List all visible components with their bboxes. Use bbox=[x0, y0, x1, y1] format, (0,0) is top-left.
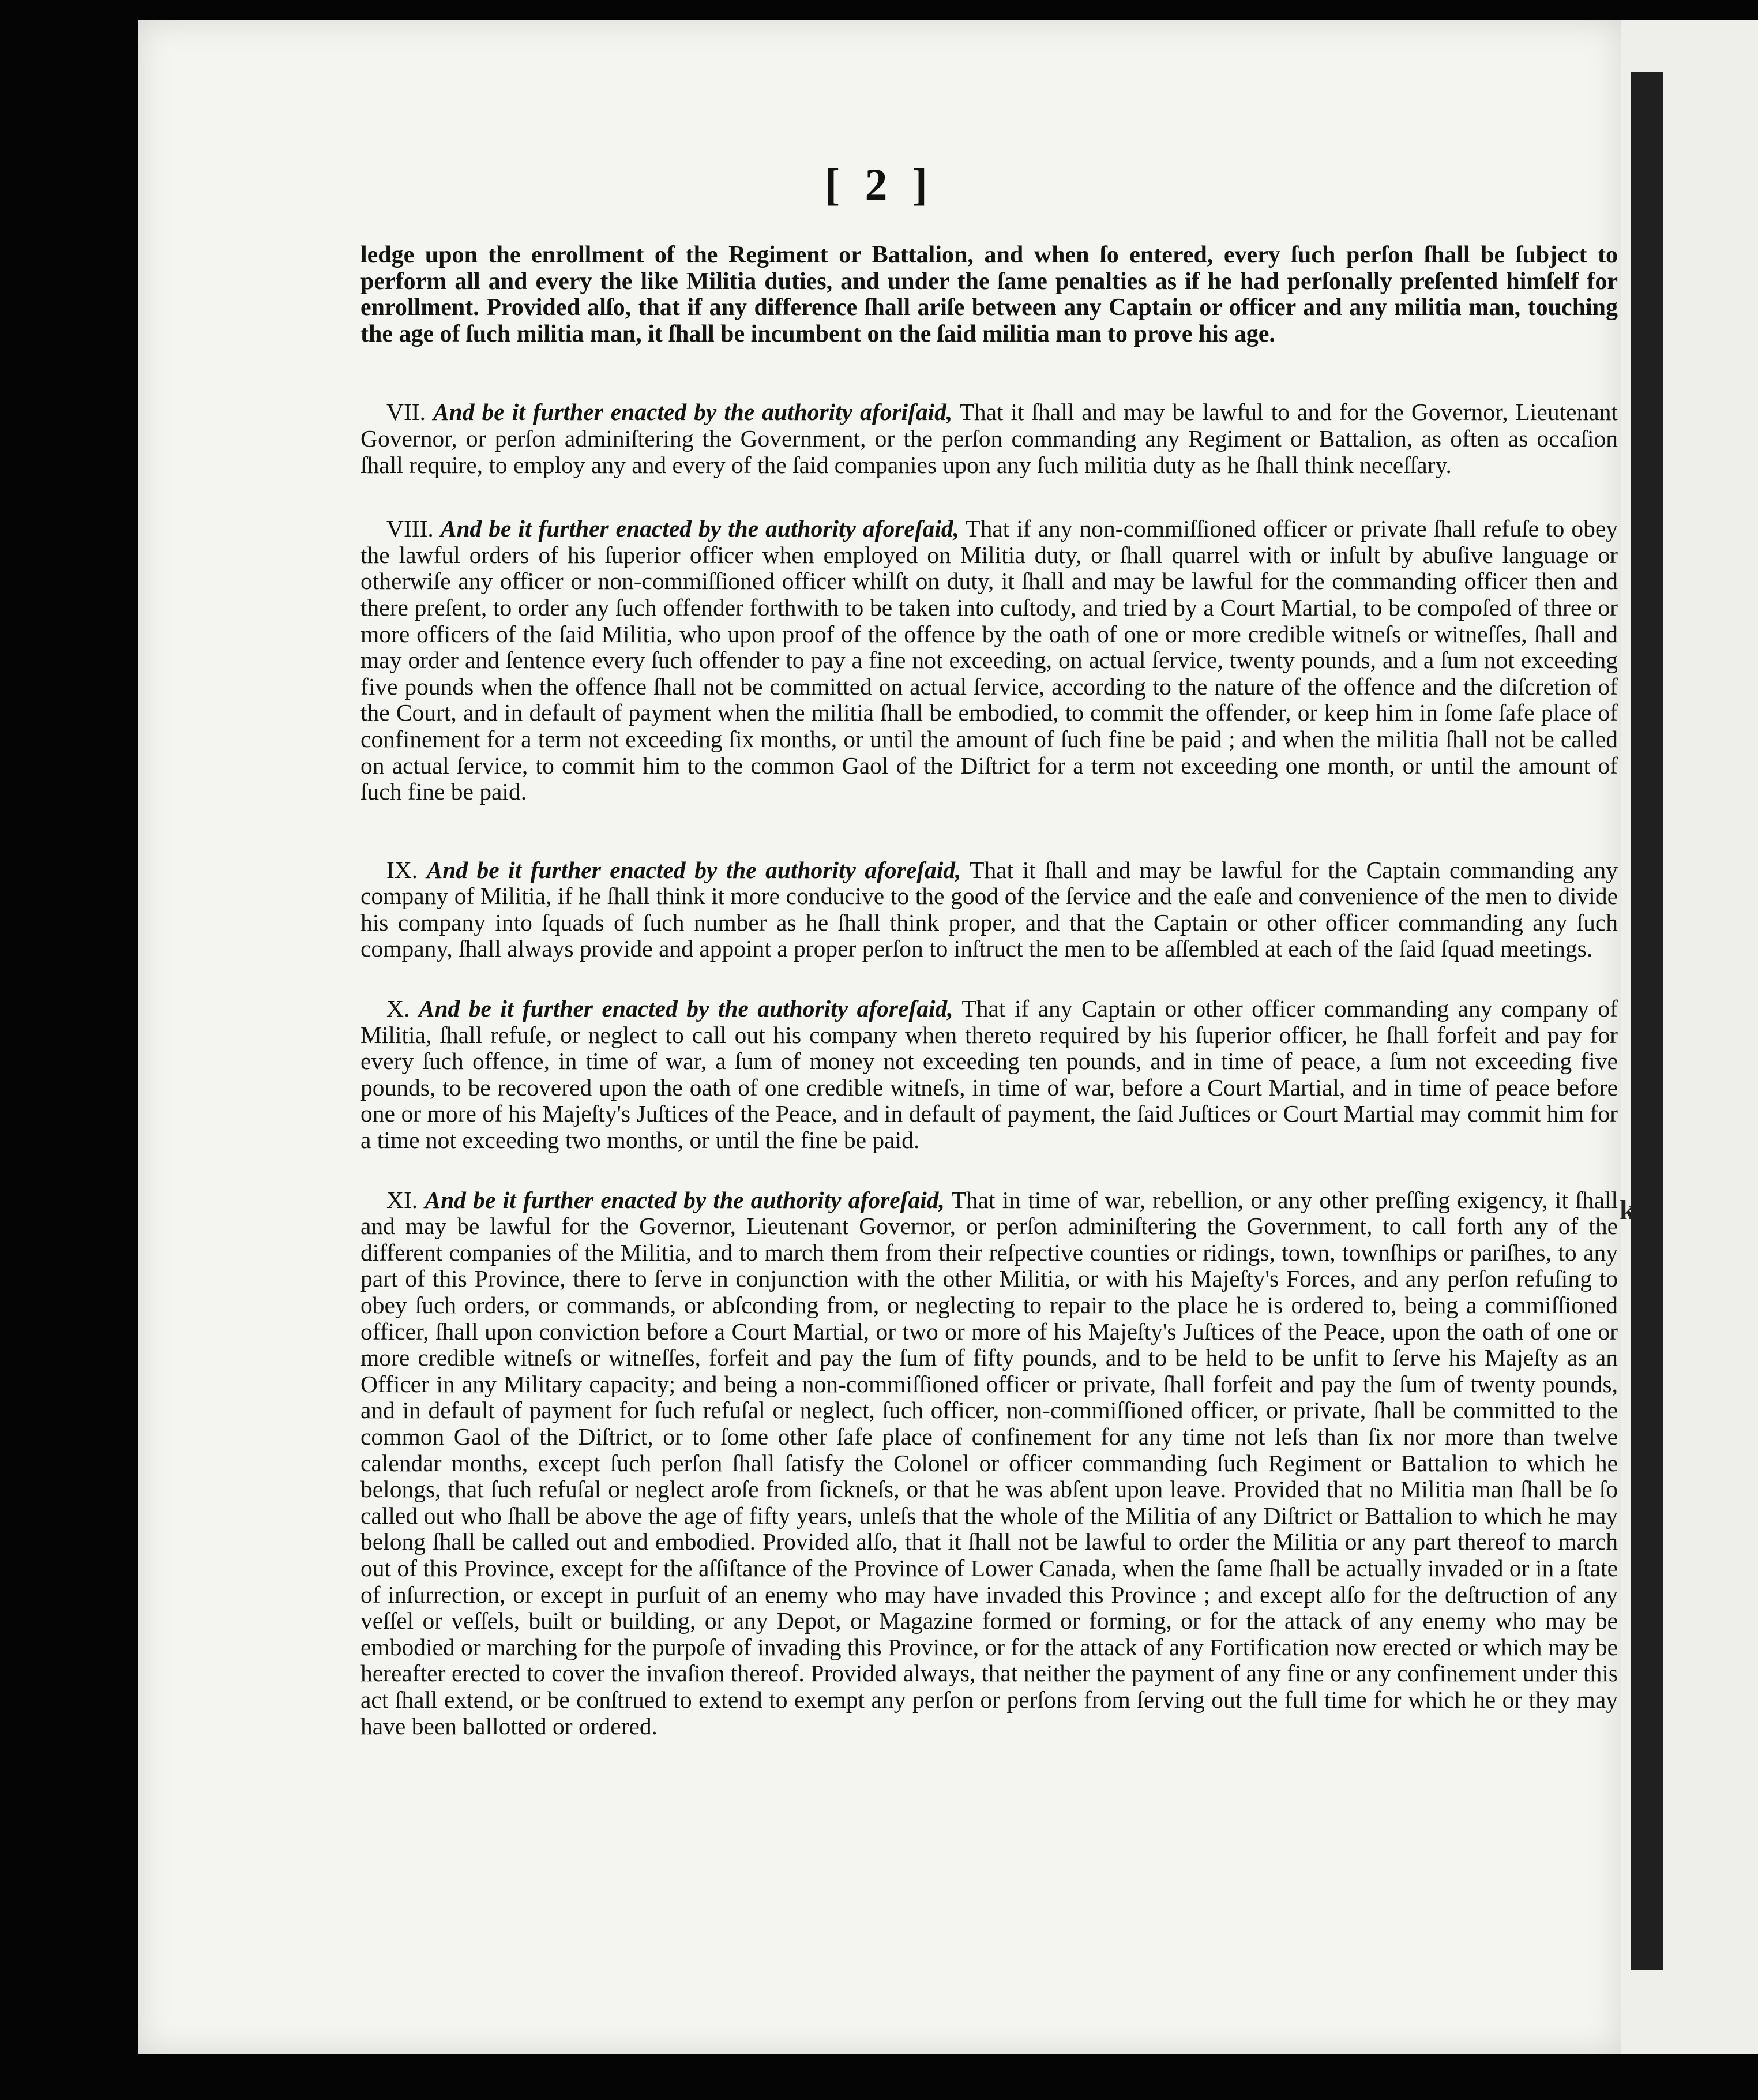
section-text: That if any non-commiſſioned officer or private ſhall refuſe to obey the lawful orders of his ſuperior officer when employed on Militia duty, or ſhall quarrel with or inſult by abuſive language or otherwiſe any officer or non-commiſſioned officer whilſt on duty, it ſhall and may be lawful for the commanding officer then and there preſent, to order any ſuch offender forthwith to be taken into cuſtody, and tried by a Court Martial, to be compoſed of three or more officers of the ſaid Militia, who upon proof of the offence by the oath of one or more credible witneſs or witneſſes, ſhall and may order and ſentence every ſuch offender to pay a fine not exceeding, on actual ſervice, twenty pounds, and a ſum not exceeding five pounds when the offence ſhall not be committed on actual ſervice, according to the nature of the offence and the diſcretion of the Court, and in default of payment when the militia ſhall be embodied, to commit the offender, or keep him in ſome ſafe place of confinement for a term not exceeding ſix months, or until the amount of ſuch fine be paid ; and when the militia ſhall not be called on actual ſervice, to commit him to the common Gaol of the Diſtrict for a term not exceeding one month, or until the amount of ſuch fine be paid. bbox=[360, 515, 1618, 805]
section-number: VII. bbox=[386, 399, 426, 426]
enacting-clause: And be it further enacted by the authority aforeſaid, bbox=[440, 515, 960, 542]
enacting-clause: And be it further enacted by the authority aforiſaid, bbox=[433, 399, 953, 426]
document-page bbox=[138, 20, 1621, 2054]
enacting-clause: And be it further enacted by the authority aforeſaid, bbox=[426, 856, 961, 883]
section-number: VIII. bbox=[386, 515, 434, 542]
stray-type-mark: k bbox=[1620, 1195, 1635, 1225]
enacting-clause: And be it further enacted by the authority aforeſaid, bbox=[425, 1186, 945, 1213]
section-number: X. bbox=[386, 995, 410, 1022]
paragraph-section-x bbox=[360, 996, 1618, 1154]
paragraph-section-ix bbox=[360, 857, 1618, 962]
paragraph-continuation: ledge upon the enrollment of the Regiment or Battalion, and when ſo entered, every ſuch perſon ſhall be ſubject to perform all and every the like Militia duties, and under the ſame penalties as if he had perſonally preſented himſelf for enrollment. Provided alſo, that if any difference ſhall ariſe between any Captain or officer and any militia man, touching the age of ſuch militia man, it ſhall be incumbent on the ſaid militia man to prove his age. bbox=[360, 242, 1618, 347]
binding-shadow bbox=[1631, 72, 1663, 1970]
paragraph-section-vii bbox=[360, 399, 1618, 478]
section-number: IX. bbox=[386, 856, 418, 883]
section-text: That in time of war, rebellion, or any other preſſing exigency, it ſhall and may be lawful for the Governor, Lieutenant Governor, or perſon adminiſtering the Government, to call forth any of the different companies of the Militia, and to march them from their reſpective counties or ridings, town, townſhips or pariſhes, to any part of this Province, there to ſerve in conjunction with the other Militia, or with his Majeſty's Forces, and any perſon refuſing to obey ſuch orders, or commands, or abſconding from, or neglecting to repair to the place he is ordered to, being a commiſſioned officer, ſhall upon conviction before a Court Martial, or two or more of his Majeſty's Juſtices of the Peace, upon the oath of one or more credible witneſs or witneſſes, forfeit and pay the ſum of fifty pounds, and to be held to be unfit to ſerve his Majeſty as an Officer in any Military capacity; and being a non-commiſſioned officer or private, ſhall forfeit and pay the ſum of twenty pounds, and in default of payment for ſuch refuſal or neglect, ſuch officer, non-commiſſioned officer, or private, ſhall be committed to the common Gaol of the Diſtrict, or to ſome other ſafe place of confinement for any time not leſs than ſix nor more than twelve calendar months, except ſuch perſon ſhall ſatisfy the Colonel or officer commanding ſuch Regiment or Battalion to which he belongs, that ſuch refuſal or neglect aroſe from ſickneſs, or that he was abſent upon leave. Provided that no Militia man ſhall be ſo called out who ſhall be above the age of fifty years, unleſs that the whole of the Militia of any Diſtrict or Battalion to which he may belong ſhall be called out and embodied. Provided alſo, that it ſhall not be lawful to order the Militia or any part thereof to march out of this Province, except for the aſſiſtance of the Province of Lower Canada, when the ſame ſhall be actually invaded or in a ſtate of inſurrection, or except in purſuit of an enemy who may have invaded this Province ; and except alſo for the deſtruction of any veſſel or veſſels, built or building, or any Depot, or Magazine formed or forming, or for the attack of any enemy who may be embodied or marching for the purpoſe of invading this Province, or for the attack of any Fortification now erected or which may be hereafter erected to cover the invaſion thereof. Provided always, that neither the payment of any fine or any confinement under this act ſhall extend, or be conſtrued to extend to exempt any perſon or perſons from ſerving out the full time for which he or they may have been ballotted or ordered. bbox=[360, 1186, 1618, 1739]
paragraph-section-viii bbox=[360, 516, 1618, 805]
section-text: That it ſhall and may be lawful for the Captain commanding any company of Militia, if he ſhall think it more conducive to the good of the ſervice and the eaſe and convenience of the men to divide his company into ſquads of ſuch number as he ſhall think proper, and that the Captain or other officer commanding any ſuch company, ſhall always provide and appoint a proper perſon to inſtruct the men to be aſſembled at each of the ſaid ſquad meetings. bbox=[360, 856, 1618, 962]
enacting-clause: And be it further enacted by the authority aforeſaid, bbox=[418, 995, 953, 1022]
section-text: That if any Captain or other officer commanding any company of Militia, ſhall refuſe, or neglect to call out his company when thereto required by his ſuperior officer, he ſhall forfeit and pay for every ſuch offence, in time of war, a ſum of money not exceeding ten pounds, and in time of peace, a ſum not exceeding five pounds, to be recovered upon the oath of one credible witneſs, in time of war, before a Court Martial, and in time of peace before one or more of his Majeſty's Juſtices of the Peace, and in default of payment, the ſaid Juſtices or Court Martial may commit him for a time not exceeding two months, or until the fine be paid. bbox=[360, 995, 1618, 1154]
section-text: That it ſhall and may be lawful to and for the Governor, Lieutenant Governor, or perſon adminiſtering the Government, or the perſon commanding any Regiment or Battalion, as often as occaſion ſhall require, to employ any and every of the ſaid companies upon any ſuch militia duty as he ſhall think neceſſary. bbox=[360, 399, 1618, 478]
body-text bbox=[360, 242, 1618, 1739]
section-number: XI. bbox=[386, 1186, 418, 1213]
page-number: [ 2 ] bbox=[825, 159, 934, 209]
paragraph-section-xi bbox=[360, 1187, 1618, 1739]
